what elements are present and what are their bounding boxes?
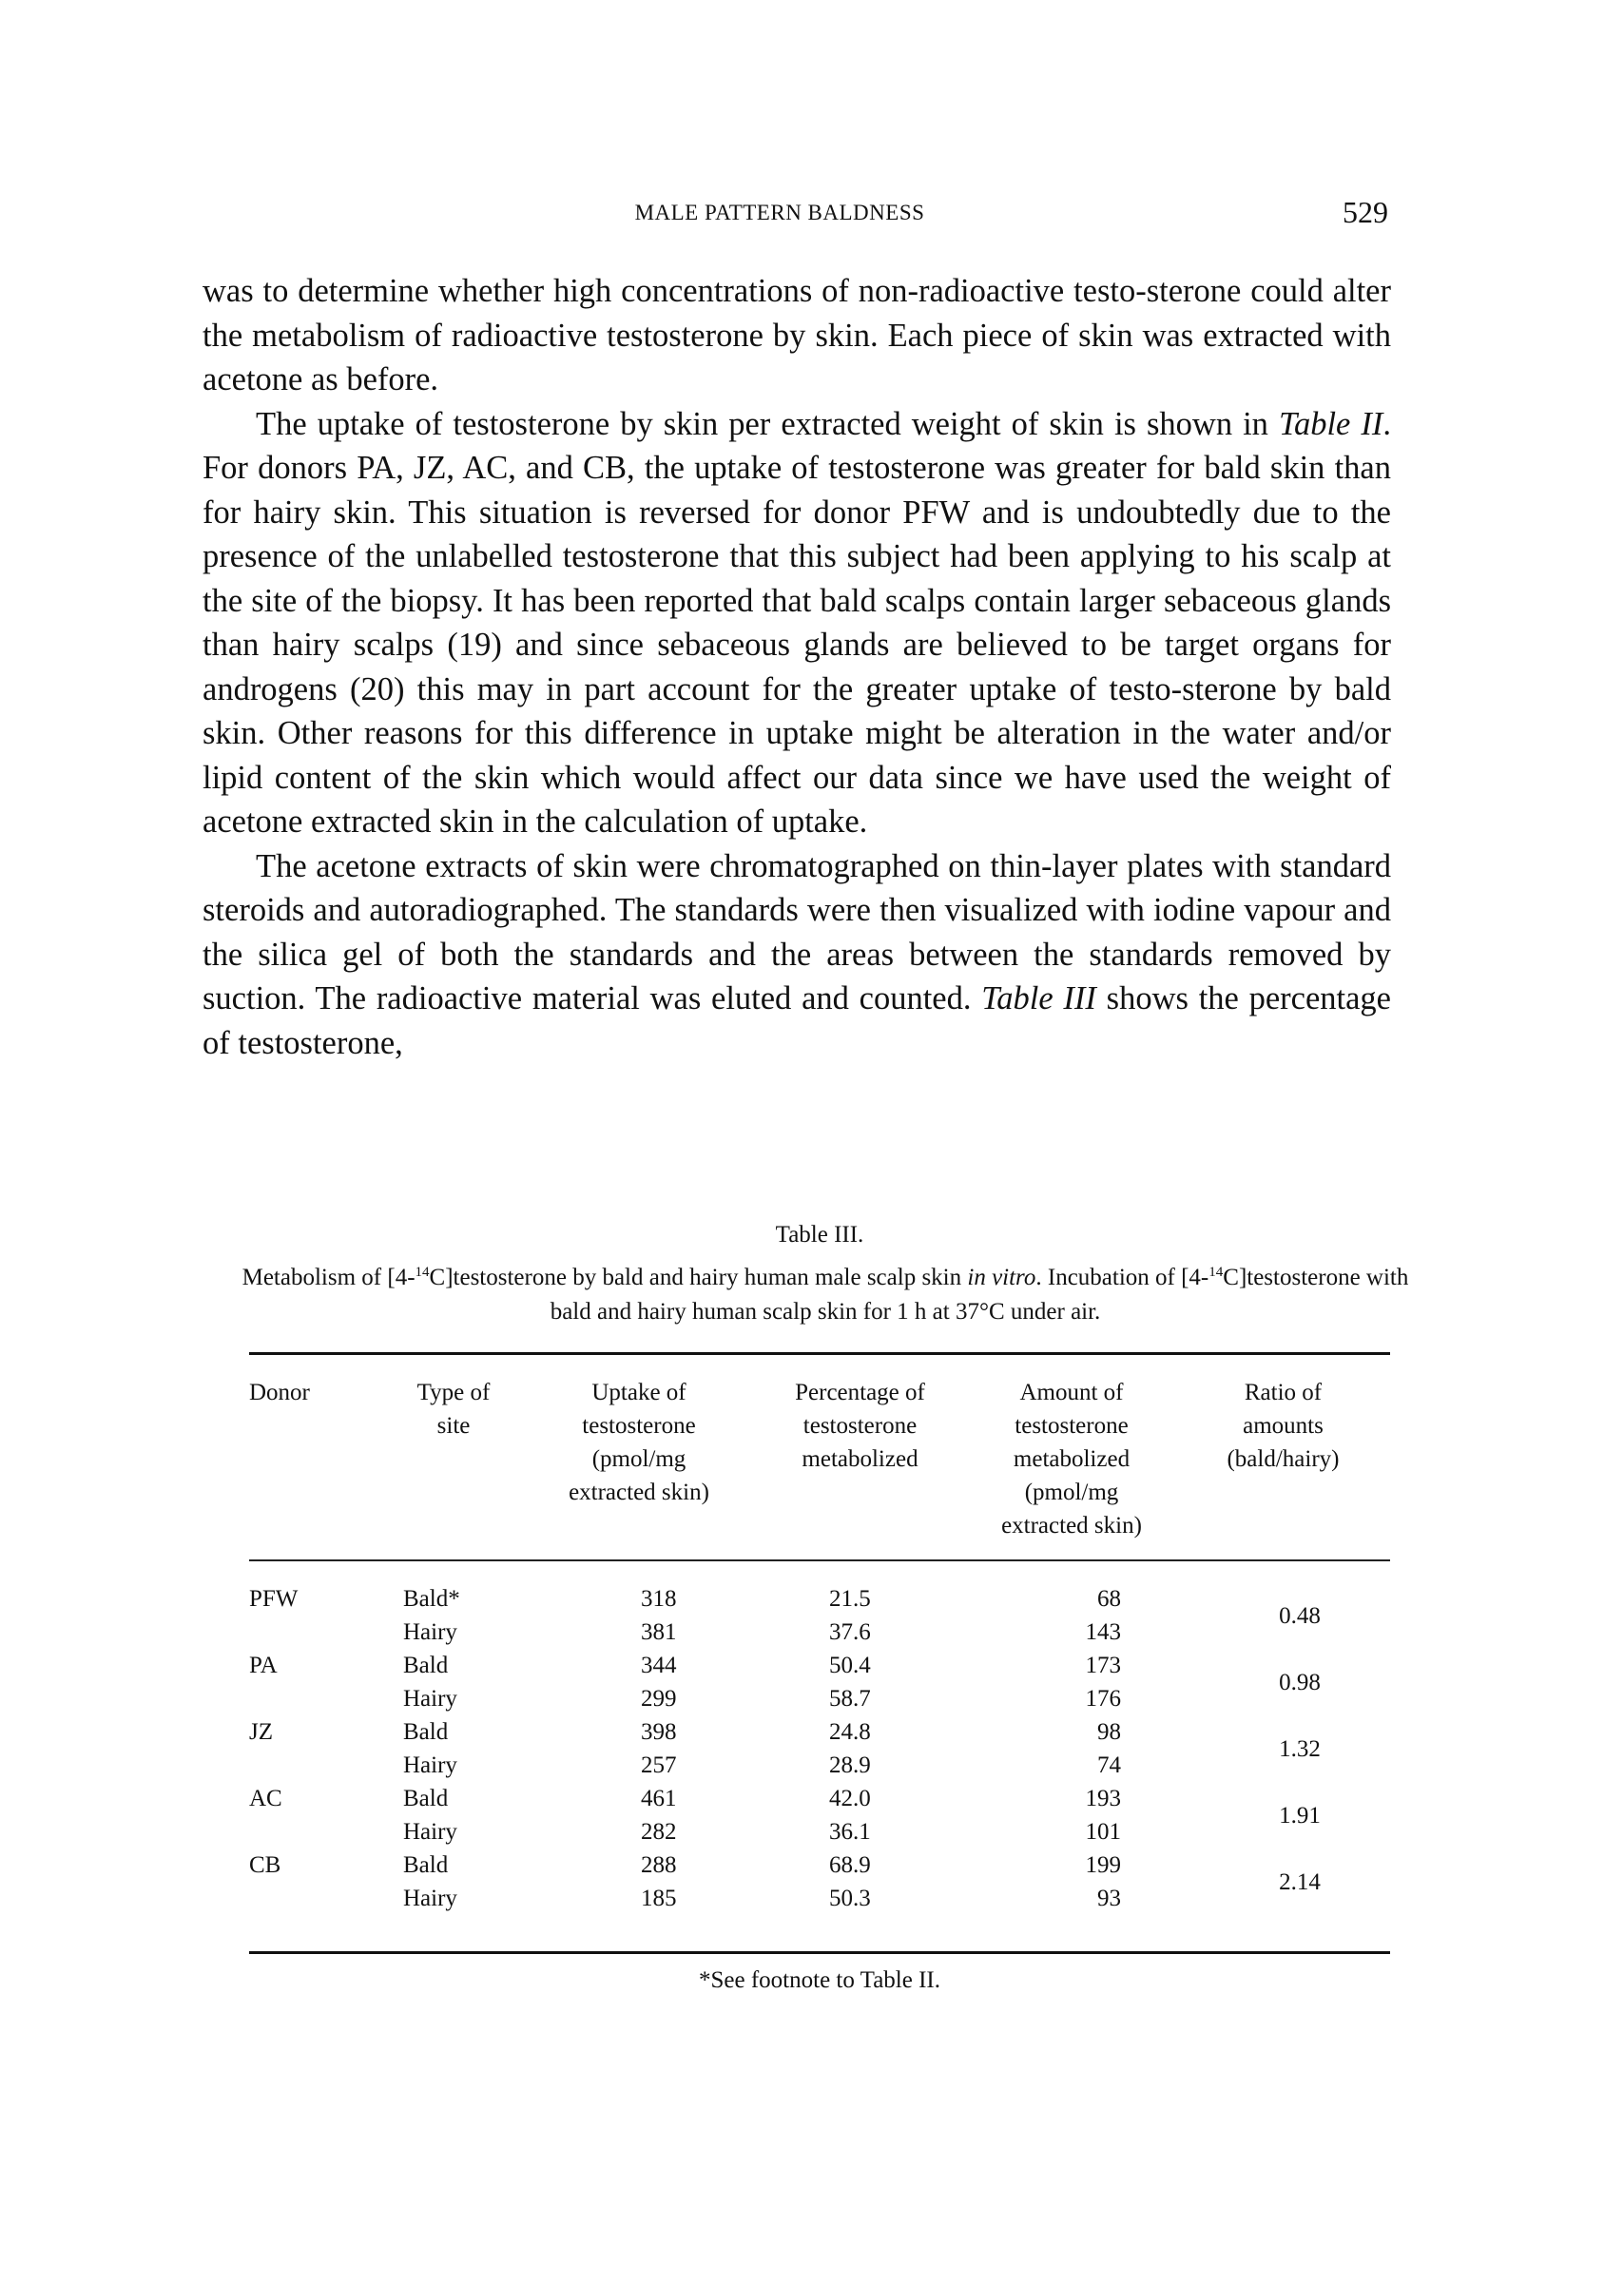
header-ratio: Ratio of amounts (bald/hairy) (1227, 1380, 1340, 1472)
cell-uptake: 299 (641, 1686, 677, 1712)
header-site: Type of site (416, 1380, 491, 1439)
table-row (249, 1649, 1390, 1682)
cell-site: Hairy (403, 1886, 457, 1911)
cell-amount: 199 (1085, 1852, 1121, 1878)
paragraph-2: The uptake of testosterone by skin per extracted weight of skin is shown in Table II. For donors PA, JZ, AC, and CB, the uptake of testosterone was greater for bald skin than for hairy skin. This situation is reversed for donor PFW and is undoubtedly due to the presence of the unlabelled testosterone that this subject had been applying to his scalp at the site of the biopsy. It has been reported that bald scalps contain larger sebaceous glands than hairy scalps (19) and since sebaceous glands are believed to be target organs for androgens (20) this may in part account for the greater uptake of testo-sterone by bald skin. Other reasons for this difference in uptake might be alteration in the water and/or lipid content of the skin which would affect our data since we have used the weight of acetone extracted skin in the calculation of uptake. (203, 405, 1391, 840)
running-header (171, 195, 1388, 233)
cell-percentage: 50.3 (829, 1886, 871, 1911)
paragraph-3: The acetone extracts of skin were chromatographed on thin-layer plates with standard steroids and autoradiographed. The standards were then visualized with iodine vapour and the silica gel of both the standards and the areas between the standards removed by suction. The radioactive material was eluted and counted. Table III shows the percentage of testosterone, (203, 847, 1391, 1061)
cell-donor: CB (249, 1852, 281, 1878)
cell-donor: PA (249, 1653, 278, 1678)
page-number: 529 (1343, 195, 1388, 229)
cell-donor (249, 1882, 382, 1915)
cell-amount: 143 (1085, 1619, 1121, 1645)
header-uptake: Uptake of testosterone (pmol/mg extracted skin) (569, 1380, 709, 1505)
cell-ratio: 0.48 (1279, 1603, 1321, 1629)
cell-uptake: 461 (641, 1786, 677, 1811)
cell-percentage: 28.9 (829, 1752, 871, 1778)
cell-site: Bald* (403, 1586, 460, 1612)
cell-uptake: 288 (641, 1852, 677, 1878)
cell-percentage: 58.7 (829, 1686, 871, 1712)
cell-uptake: 257 (641, 1752, 677, 1778)
table-header-rule (249, 1559, 1390, 1561)
table-row (249, 1682, 1390, 1715)
table-label: Table III. (775, 1222, 864, 1248)
cell-donor (249, 1815, 382, 1848)
cell-ratio: 1.32 (1279, 1736, 1321, 1762)
cell-donor (249, 1616, 382, 1649)
cell-amount: 98 (1097, 1719, 1121, 1745)
table-row (249, 1782, 1390, 1815)
table-bottom-rule (249, 1951, 1390, 1954)
table-caption: Metabolism of [4-$^{14}$C]testosterone by bald and hairy human male scalp skin in vitro. Incubation of [4-$^{14}$C]testosterone with bald and hairy human scalp skin for 1 h at 37°C under air. (242, 1265, 1409, 1325)
cell-site: Hairy (403, 1752, 457, 1778)
table-iii-reference: Table III (981, 980, 1096, 1016)
cell-percentage: 37.6 (829, 1619, 871, 1645)
cell-site: Hairy (403, 1686, 457, 1712)
cell-uptake: 398 (641, 1719, 677, 1745)
table-iii (242, 1219, 1409, 1994)
table-row (249, 1848, 1390, 1882)
table-row (249, 1815, 1390, 1848)
cell-site: Bald (403, 1786, 449, 1811)
table-ii-reference: Table II (1278, 405, 1383, 442)
cell-site: Hairy (403, 1619, 457, 1645)
cell-percentage: 36.1 (829, 1819, 871, 1845)
paragraph-1: was to determine whether high concentrations of non-radioactive testo-sterone could alter the metabolism of radioactive testosterone by skin. Each piece of skin was extracted with acetone as before. (203, 273, 1391, 397)
header-amount: Amount of testosterone metabolized (pmol/mg extracted skin) (1001, 1380, 1142, 1539)
cell-site: Bald (403, 1719, 449, 1745)
cell-site: Bald (403, 1653, 449, 1678)
cell-percentage: 24.8 (829, 1719, 871, 1745)
running-title: MALE PATTERN BALDNESS (634, 201, 925, 224)
cell-ratio: 2.14 (1279, 1869, 1321, 1895)
table-body (249, 1582, 1390, 1915)
cell-percentage: 21.5 (829, 1586, 871, 1612)
header-percentage: Percentage of testosterone metabolized (795, 1380, 925, 1472)
cell-uptake: 344 (641, 1653, 677, 1678)
cell-donor: JZ (249, 1719, 273, 1745)
cell-ratio: 0.98 (1279, 1670, 1321, 1695)
body-text (203, 269, 1391, 1065)
cell-donor (249, 1749, 382, 1782)
cell-amount: 173 (1085, 1653, 1121, 1678)
table-header (249, 1376, 1390, 1542)
cell-percentage: 68.9 (829, 1852, 871, 1878)
cell-site: Bald (403, 1852, 449, 1878)
table-top-rule (249, 1352, 1390, 1355)
cell-amount: 74 (1097, 1752, 1121, 1778)
cell-donor: AC (249, 1786, 282, 1811)
cell-donor (249, 1682, 382, 1715)
cell-percentage: 50.4 (829, 1653, 871, 1678)
cell-amount: 68 (1097, 1586, 1121, 1612)
cell-amount: 101 (1085, 1819, 1121, 1845)
cell-uptake: 318 (641, 1586, 677, 1612)
cell-uptake: 381 (641, 1619, 677, 1645)
table-row (249, 1616, 1390, 1649)
table-row (249, 1749, 1390, 1782)
table-row (249, 1882, 1390, 1915)
cell-uptake: 282 (641, 1819, 677, 1845)
header-donor: Donor (249, 1380, 310, 1405)
cell-percentage: 42.0 (829, 1786, 871, 1811)
cell-ratio: 1.91 (1279, 1803, 1321, 1829)
cell-uptake: 185 (641, 1886, 677, 1911)
cell-donor: PFW (249, 1586, 299, 1612)
table-row (249, 1715, 1390, 1749)
cell-site: Hairy (403, 1819, 457, 1845)
cell-amount: 93 (1097, 1886, 1121, 1911)
table-row (249, 1582, 1390, 1616)
cell-amount: 193 (1085, 1786, 1121, 1811)
cell-amount: 176 (1085, 1686, 1121, 1712)
table-footnote: *See footnote to Table II. (699, 1967, 940, 1993)
